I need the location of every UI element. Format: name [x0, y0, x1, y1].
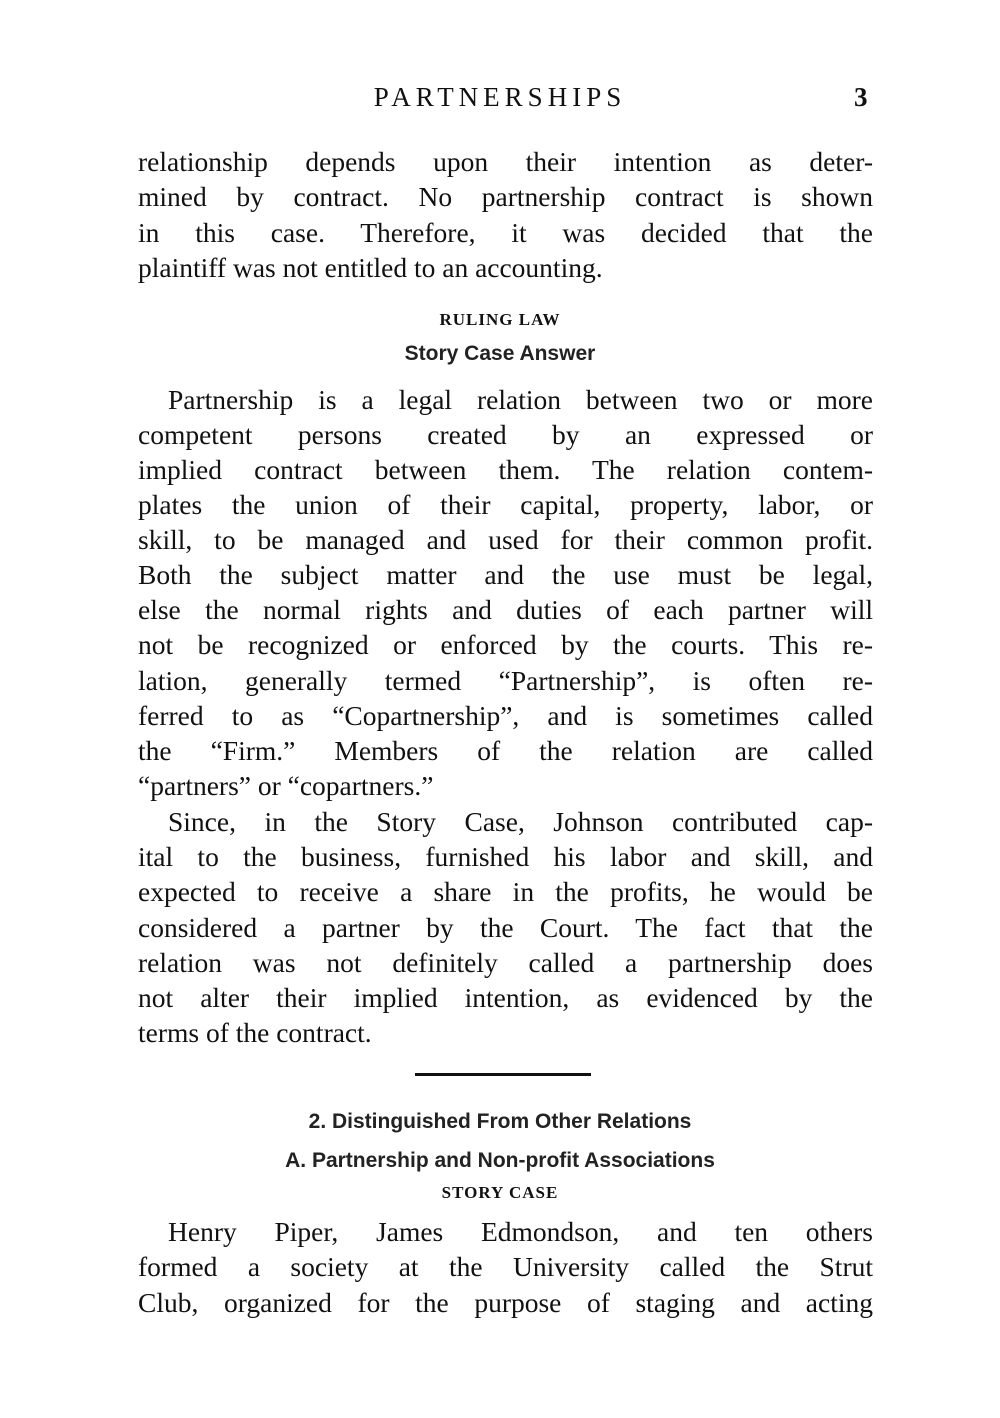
- text-line: Partnership is a legal relation between two or more: [168, 384, 873, 415]
- text-line: implied contract between them. The relation contem-: [138, 454, 873, 485]
- story-case-heading: STORY CASE: [441, 1183, 559, 1202]
- text-line: Both the subject matter and the use must be legal,: [138, 559, 873, 590]
- text-line: not be recognized or enforced by the courts. This re-: [138, 629, 873, 660]
- subsection-heading: A. Partnership and Non-profit Associations: [285, 1149, 715, 1172]
- text-line: plates the union of their capital, property, labor, or: [138, 489, 873, 520]
- text-line: Club, organized for the purpose of staging and acting: [138, 1287, 873, 1318]
- text-line: the “Firm.” Members of the relation are called: [138, 735, 873, 766]
- text-line: Henry Piper, James Edmondson, and ten others: [168, 1216, 873, 1247]
- text-line: Since, in the Story Case, Johnson contributed cap-: [168, 806, 873, 837]
- text-line: considered a partner by the Court. The fact that the: [138, 912, 873, 943]
- text-line: plaintiff was not entitled to an accounting.: [138, 252, 603, 283]
- text-line: skill, to be managed and used for their common profit.: [138, 524, 873, 555]
- text-line: ital to the business, furnished his labor and skill, and: [138, 841, 873, 872]
- text-line: else the normal rights and duties of each partner will: [138, 594, 873, 625]
- text-line: in this case. Therefore, it was decided that the: [138, 217, 873, 248]
- text-line: competent persons created by an expressed or: [138, 419, 873, 450]
- text-line: relationship depends upon their intention as deter-: [138, 146, 873, 177]
- ruling-law-heading: RULING LAW: [439, 310, 561, 329]
- text-line: expected to receive a share in the profits, he would be: [138, 876, 873, 907]
- text-line: “partners” or “copartners.”: [138, 770, 434, 801]
- running-title: PARTNERSHIPS: [373, 82, 627, 112]
- text-line: lation, generally termed “Partnership”, is often re-: [138, 665, 873, 696]
- text-line: formed a society at the University called the Strut: [138, 1251, 873, 1282]
- story-case-answer-heading: Story Case Answer: [404, 342, 596, 365]
- text-line: ferred to as “Copartnership”, and is sometimes called: [138, 700, 873, 731]
- page-number: 3: [854, 82, 868, 112]
- text-line: terms of the contract.: [138, 1017, 372, 1048]
- section-divider: [415, 1073, 591, 1076]
- section-heading: 2. Distinguished From Other Relations: [308, 1110, 692, 1133]
- text-line: mined by contract. No partnership contract is shown: [138, 181, 873, 212]
- text-line: not alter their implied intention, as evidenced by the: [138, 982, 873, 1013]
- text-line: relation was not definitely called a partnership does: [138, 947, 873, 978]
